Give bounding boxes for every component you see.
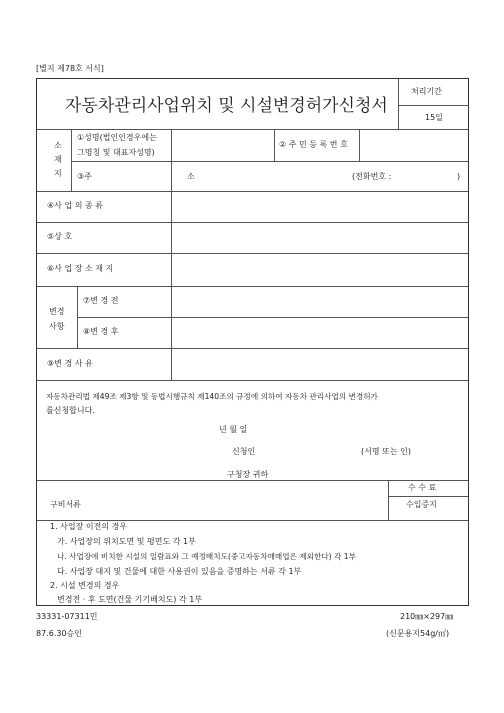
change-group-label-1: 변경 bbox=[49, 307, 65, 316]
applicant-signature-label: 신청인 bbox=[232, 447, 256, 456]
after-change-label: ⑧변 경 후 bbox=[83, 327, 119, 336]
processing-period-value: 15일 bbox=[425, 113, 443, 122]
paper-type: (신문용지54g/㎡) bbox=[386, 629, 450, 638]
approval-date: 87.6.30승인 bbox=[36, 629, 82, 638]
recipient: 구청장 귀하 bbox=[227, 470, 269, 479]
docs-item-1c: 다. 사업장 대지 및 건물에 대한 사용권이 있음을 증명하는 서류 각 1부 bbox=[57, 567, 302, 576]
declaration-line2: 를신청합니다. bbox=[46, 406, 95, 415]
fee-value: 수입증지 bbox=[406, 500, 437, 509]
application-form bbox=[36, 78, 469, 606]
before-change-label: ⑦변 경 전 bbox=[83, 296, 119, 305]
change-reason-label: ⑨변 경 사 유 bbox=[47, 359, 93, 368]
location-label: ⑥사 업 장 소 재 지 bbox=[47, 264, 114, 273]
address-label-2: 소 bbox=[187, 172, 195, 181]
name-label-line2: 그명칭 및 대표자성명) bbox=[77, 148, 155, 157]
applicant-group-label-3: 지 bbox=[54, 169, 62, 178]
name-label-line1: ①성명(법인인경우에는 bbox=[77, 133, 157, 142]
applicant-group-label-1: 소 bbox=[54, 141, 62, 150]
phone-label: (전화번호 : bbox=[352, 172, 392, 181]
docs-item-2: 2. 시설 변경의 경우 bbox=[50, 581, 120, 590]
form-number: [별지 제78호 서식] bbox=[36, 64, 104, 73]
signature-note: (서명 또는 인) bbox=[361, 447, 411, 456]
business-type-label: ④사 업 의 종 류 bbox=[47, 201, 103, 210]
resident-number-label: ② 주 민 등 록 번 호 bbox=[279, 140, 348, 149]
fee-label: 수 수 료 bbox=[408, 483, 437, 492]
change-group-label-2: 사항 bbox=[49, 322, 65, 331]
address-label: ③주 bbox=[77, 172, 92, 181]
applicant-group-label-2: 재 bbox=[54, 155, 62, 164]
docs-item-1b: 나. 사업장에 비치한 시설의 일람표와 그 예정배치도(중고자동차매매업은 제외한다) 각 1부 bbox=[57, 552, 356, 561]
date-line: 년 월 일 bbox=[219, 425, 248, 434]
form-code: 33331-07311민 bbox=[36, 612, 98, 621]
phone-close: ) bbox=[457, 172, 461, 181]
docs-item-1a: 가. 사업장의 위치도면 및 평면도 각 1부 bbox=[57, 537, 196, 546]
docs-item-1: 1. 사업장 이전의 경우 bbox=[50, 522, 128, 531]
declaration-line1: 자동차관리법 제49조 제3항 및 동법시행규칙 제140조의 규정에 의하여 자동차 관리사업의 변경허가 bbox=[46, 392, 378, 401]
processing-period-label: 처리기간 bbox=[411, 87, 442, 96]
paper-size: 210㎜×297㎜ bbox=[400, 612, 454, 621]
docs-item-2a: 변경전 · 후 도면(건물 기기배치도) 각 1부 bbox=[57, 595, 203, 604]
docs-title: 구비서류 bbox=[50, 500, 81, 509]
trade-name-label: ⑤상 호 bbox=[47, 232, 73, 241]
form-title: 자동차관리사업위치 및 시설변경허가신청서 bbox=[65, 96, 388, 116]
